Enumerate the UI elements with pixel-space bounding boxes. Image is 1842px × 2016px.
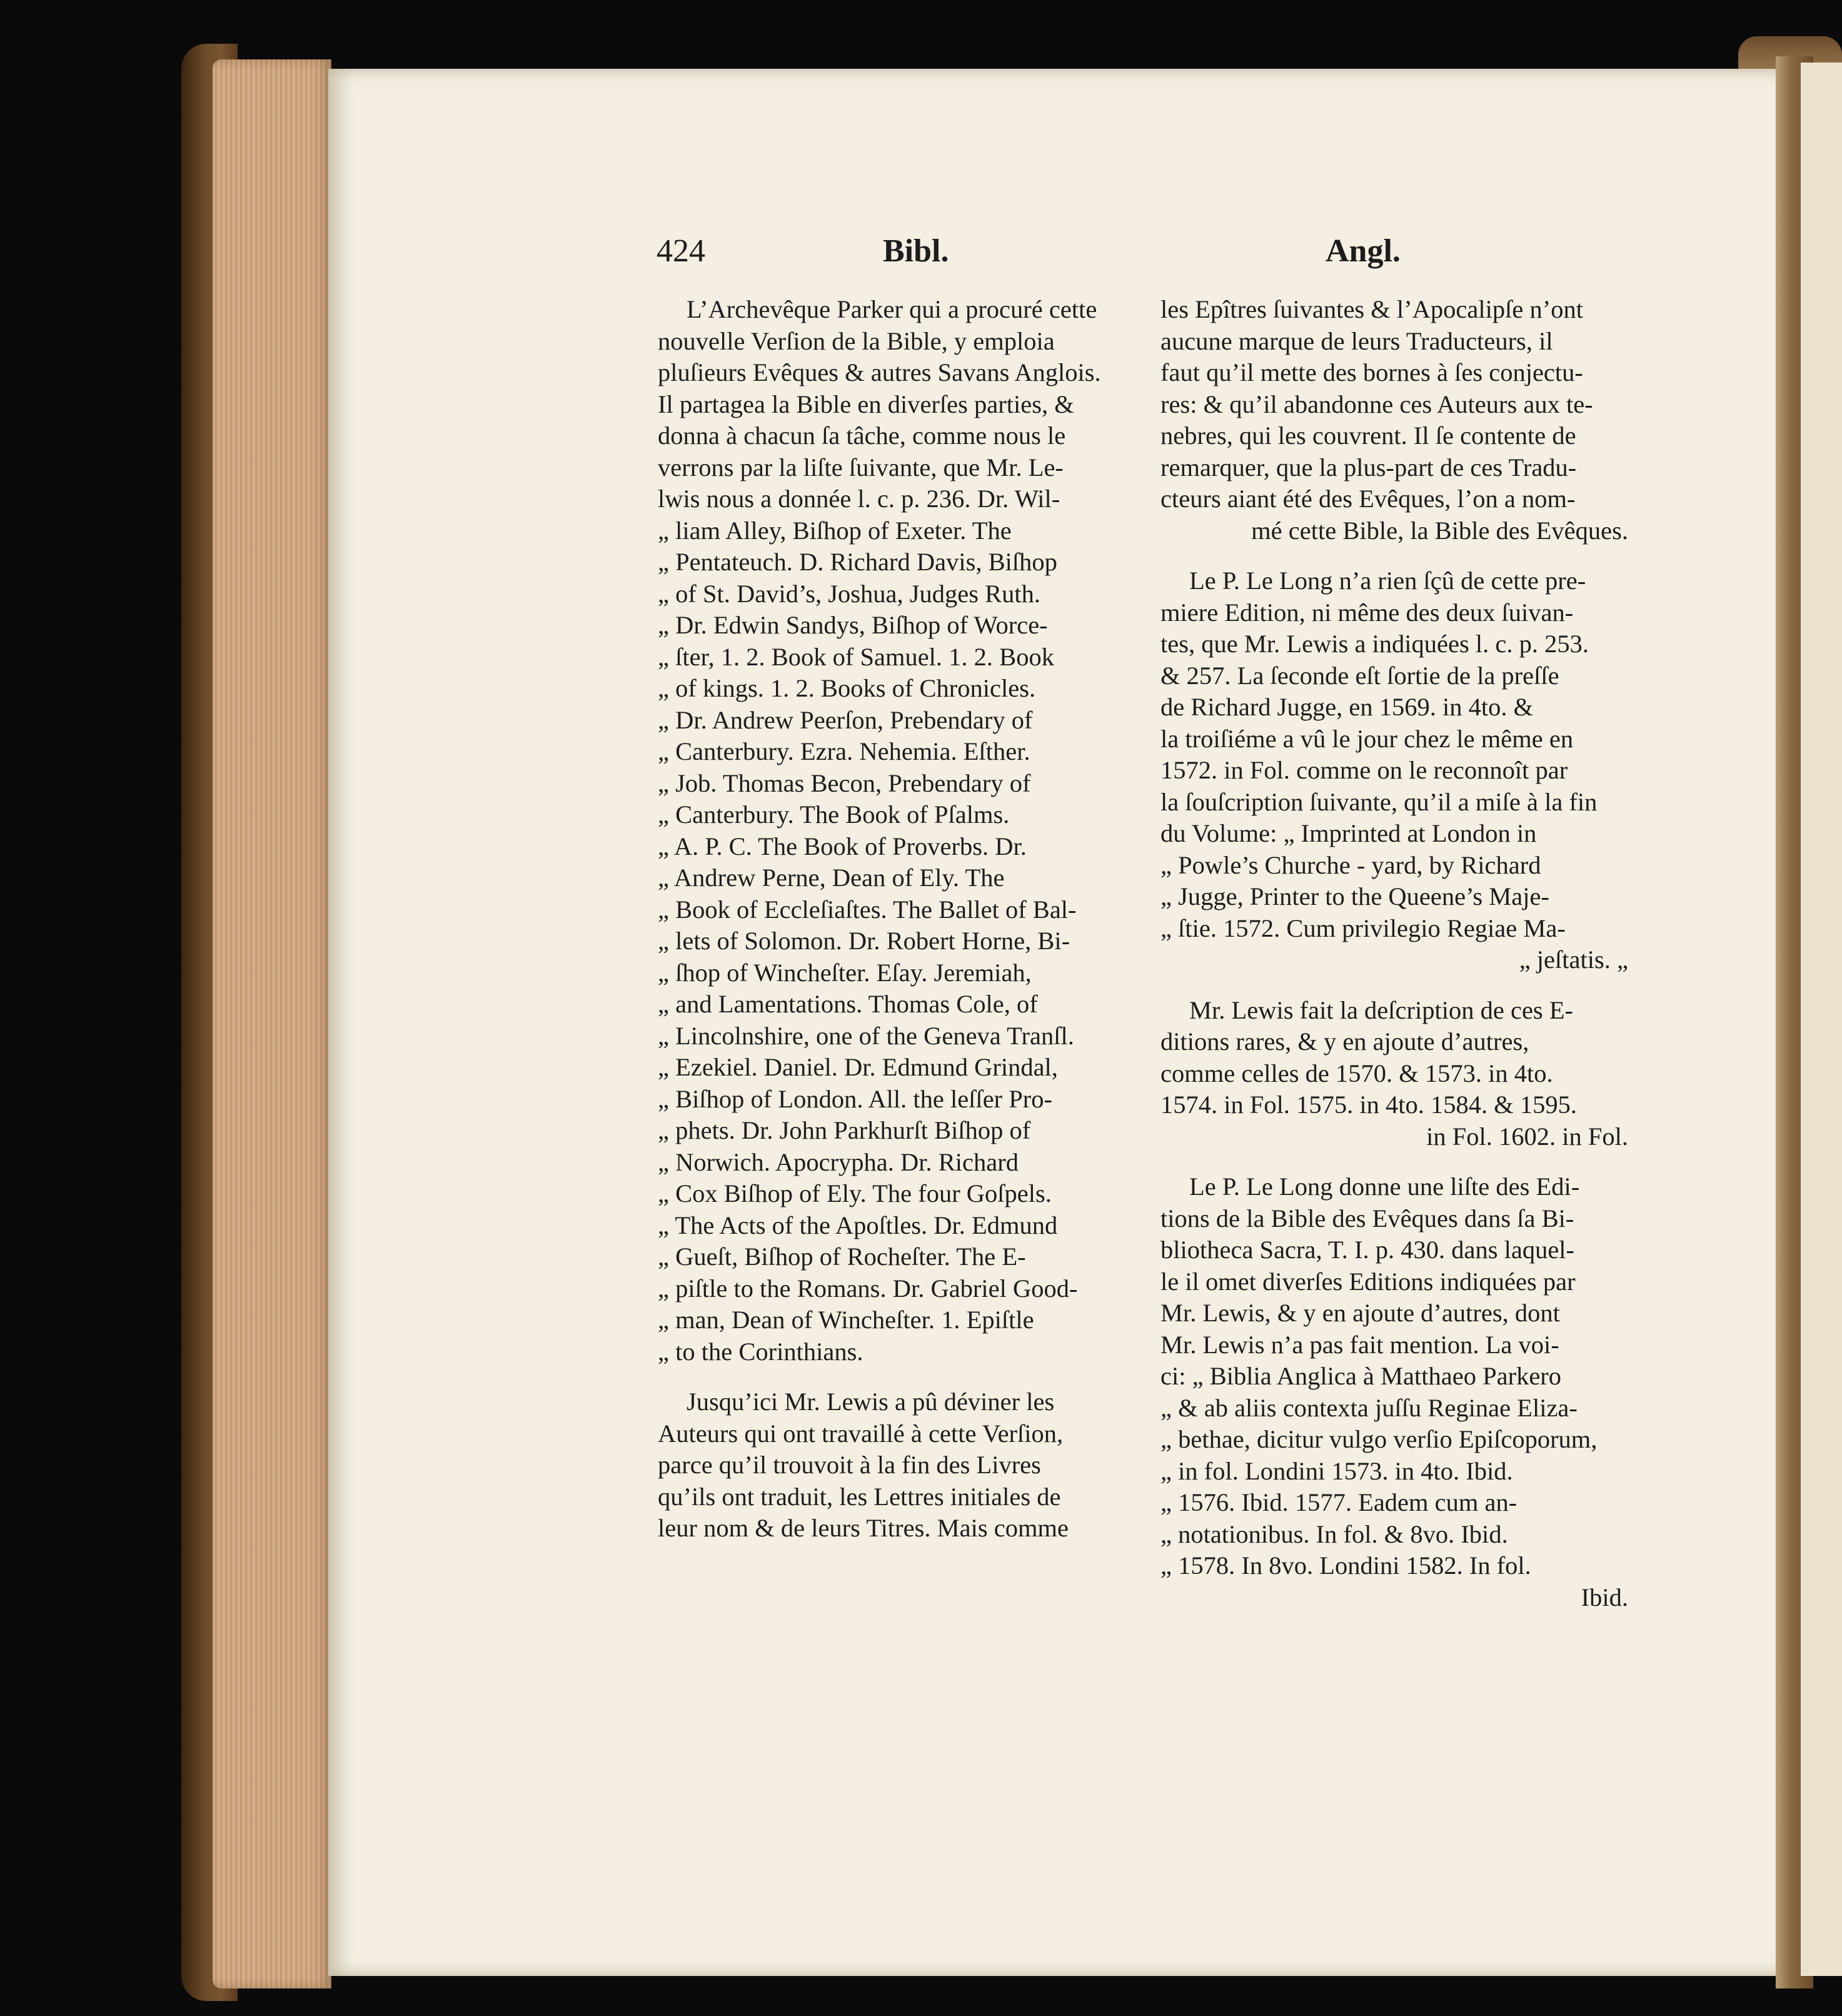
text-line: „ Canterbury. Ezra. Nehemia. Eſther. (658, 737, 1030, 765)
text-line: cteurs aiant été des Evêques, l’on a nom- (1160, 485, 1576, 513)
text-line: leur nom & de leurs Titres. Mais comme (658, 1514, 1069, 1542)
text-line: „ piſtle to the Romans. Dr. Gabriel Good- (658, 1274, 1078, 1303)
text-line: „ jeſtatis. „ (1519, 945, 1628, 974)
right-paragraph-3 (1160, 995, 1628, 1153)
text-line: res: & qu’il abandonne ces Auteurs aux te- (1160, 390, 1593, 418)
text-line: ditions rares, & y en ajoute d’autres, (1160, 1027, 1529, 1056)
left-text-column (658, 294, 1125, 1545)
right-text-column (1160, 294, 1628, 1613)
right-paragraph-2 (1160, 565, 1628, 976)
page-edges (213, 59, 331, 1988)
right-paragraph-1 (1160, 294, 1628, 547)
text-line: & 257. La ſeconde eſt ſortie de la preſſe (1160, 661, 1559, 690)
text-line: tions de la Bible des Evêques dans ſa Bi- (1160, 1204, 1574, 1232)
text-line: qu’ils ont traduit, les Lettres initiales de (658, 1482, 1061, 1511)
text-line: „ liam Alley, Biſhop of Exeter. The (658, 516, 1012, 545)
text-line: „ Biſhop of London. All. the leſſer Pro- (658, 1084, 1053, 1113)
text-line: „ Andrew Perne, Dean of Ely. The (658, 864, 1005, 892)
text-line: la ſouſcription ſuivante, qu’il a miſe à la fin (1160, 787, 1598, 816)
text-line: aucune marque de leurs Traducteurs, il (1160, 326, 1553, 355)
running-head-left: Bibl. (883, 233, 949, 269)
text-line: Jusqu’ici Mr. Lewis a pû déviner les (687, 1388, 1055, 1416)
text-line: „ A. P. C. The Book of Proverbs. Dr. (658, 832, 1027, 860)
text-line: „ Book of Eccleſiaſtes. The Ballet of Bal- (658, 895, 1077, 924)
text-line: tes, que Mr. Lewis a indiquées l. c. p. 253. (1160, 630, 1589, 658)
text-line: in Fol. 1602. in Fol. (1426, 1122, 1628, 1151)
text-line: remarquer, que la plus-part de ces Tradu- (1160, 453, 1577, 481)
text-line: „ of kings. 1. 2. Books of Chronicles. (658, 674, 1036, 702)
text-line: Mr. Lewis fait la deſcription de ces E- (1189, 995, 1574, 1024)
text-line: Ibid. (1581, 1583, 1628, 1611)
right-paragraph-4 (1160, 1171, 1628, 1613)
text-line: ci: „ Biblia Anglica à Matthaeo Parkero (1160, 1362, 1562, 1390)
text-line: „ phets. Dr. John Parkhurſt Biſhop of (658, 1116, 1031, 1144)
text-line: Le P. Le Long n’a rien ſçû de cette pre- (1189, 567, 1586, 595)
text-line: „ Gueſt, Biſhop of Rocheſter. The E- (658, 1242, 1026, 1271)
text-line: parce qu’il trouvoit à la fin des Livres (658, 1451, 1041, 1479)
text-line: nouvelle Verſion de la Bible, y emploia (658, 326, 1055, 355)
text-line: Le P. Le Long donne une liſte des Edi- (1189, 1172, 1580, 1201)
text-line: „ in fol. Londini 1573. in 4to. Ibid. (1160, 1456, 1513, 1485)
text-line: „ Norwich. Apocrypha. Dr. Richard (658, 1147, 1019, 1176)
text-line: „ Dr. Andrew Peerſon, Prebendary of (658, 705, 1033, 734)
text-line: „ Jugge, Printer to the Queene’s Maje- (1160, 882, 1549, 910)
text-line: du Volume: „ Imprinted at London in (1160, 819, 1537, 847)
text-line: 1574. in Fol. 1575. in 4to. 1584. & 1595. (1160, 1091, 1578, 1119)
text-line: de Richard Jugge, en 1569. in 4to. & (1160, 693, 1534, 721)
text-line: 1572. in Fol. comme on le reconnoît par (1160, 756, 1568, 784)
text-line: Auteurs qui ont travaillé à cette Verſion, (658, 1419, 1064, 1448)
text-line: „ bethae, dicitur vulgo verſio Epiſcoporum, (1160, 1425, 1598, 1453)
text-line: „ 1578. In 8vo. Londini 1582. In fol. (1160, 1551, 1531, 1580)
text-line: „ to the Corinthians. (658, 1337, 863, 1366)
text-line: „ Job. Thomas Becon, Prebendary of (658, 769, 1031, 797)
text-line: „ Ezekiel. Daniel. Dr. Edmund Grindal, (658, 1053, 1058, 1081)
text-line: la troiſiéme a vû le jour chez le même en (1160, 724, 1574, 753)
text-line: verrons par la liſte ſuivante, que Mr. Le- (658, 453, 1064, 481)
text-line: nebres, qui les couvrent. Il ſe contente de (1160, 421, 1576, 450)
text-line: „ 1576. Ibid. 1577. Eadem cum an- (1160, 1488, 1517, 1516)
text-line: Mr. Lewis n’a pas fait mention. La voi- (1160, 1330, 1559, 1359)
text-line: „ Cox Biſhop of Ely. The four Goſpels. (658, 1179, 1052, 1207)
text-line: L’Archevêque Parker qui a procuré cette (687, 295, 1097, 323)
text-line: „ Dr. Edwin Sandys, Biſhop of Worce- (658, 611, 1048, 639)
text-line: mé cette Bible, la Bible des Evêques. (1251, 516, 1628, 545)
text-line: pluſieurs Evêques & autres Savans Anglois. (658, 358, 1101, 386)
text-line: „ man, Dean of Wincheſter. 1. Epiſtle (658, 1306, 1034, 1334)
text-line: miere Edition, ni même des deux ſuivan- (1160, 598, 1574, 627)
text-line: „ ſhop of Wincheſter. Eſay. Jeremiah, (658, 958, 1032, 987)
text-line: „ ſtie. 1572. Cum privilegio Regiae Ma- (1160, 914, 1566, 942)
left-paragraph-1 (658, 294, 1125, 1368)
text-line: „ Pentateuch. D. Richard Davis, Biſhop (658, 548, 1057, 576)
text-line: „ The Acts of the Apoſtles. Dr. Edmund (658, 1211, 1058, 1239)
text-line: „ & ab aliis contexta juſſu Reginae Eliza- (1160, 1393, 1578, 1422)
text-line: bliotheca Sacra, T. I. p. 430. dans laquel- (1160, 1236, 1575, 1264)
text-line: faut qu’il mette des bornes à ſes conjectu- (1160, 358, 1583, 386)
facing-page-edge (1801, 63, 1842, 1976)
text-line: le il omet diverſes Editions indiquées par (1160, 1267, 1576, 1296)
text-line: Mr. Lewis, & y en ajoute d’autres, dont (1160, 1299, 1560, 1327)
text-line: lwis nous a donnée l. c. p. 236. Dr. Wil- (658, 485, 1060, 513)
text-line: comme celles de 1570. & 1573. in 4to. (1160, 1059, 1553, 1087)
text-line: les Epîtres ſuivantes & l’Apocalipſe n’ont (1160, 295, 1583, 323)
text-line: „ of St. David’s, Joshua, Judges Ruth. (658, 579, 1040, 608)
text-line: donna à chacun ſa tâche, comme nous le (658, 421, 1066, 450)
text-line: „ lets of Solomon. Dr. Robert Horne, Bi- (658, 927, 1070, 955)
running-head-right: Angl. (1326, 233, 1401, 269)
text-line: „ Lincolnshire, one of the Geneva Tranſl. (658, 1021, 1074, 1050)
text-line: Il partagea la Bible en diverſes parties, & (658, 390, 1074, 418)
page-number: 424 (657, 233, 705, 269)
text-line: „ Canterbury. The Book of Pſalms. (658, 800, 1010, 829)
left-paragraph-2 (658, 1386, 1125, 1545)
text-line: „ Powle’s Churche - yard, by Richard (1160, 850, 1541, 879)
text-line: „ and Lamentations. Thomas Cole, of (658, 990, 1038, 1018)
text-line: „ ſter, 1. 2. Book of Samuel. 1. 2. Book (658, 642, 1054, 671)
text-line: „ notationibus. In fol. & 8vo. Ibid. (1160, 1520, 1508, 1548)
